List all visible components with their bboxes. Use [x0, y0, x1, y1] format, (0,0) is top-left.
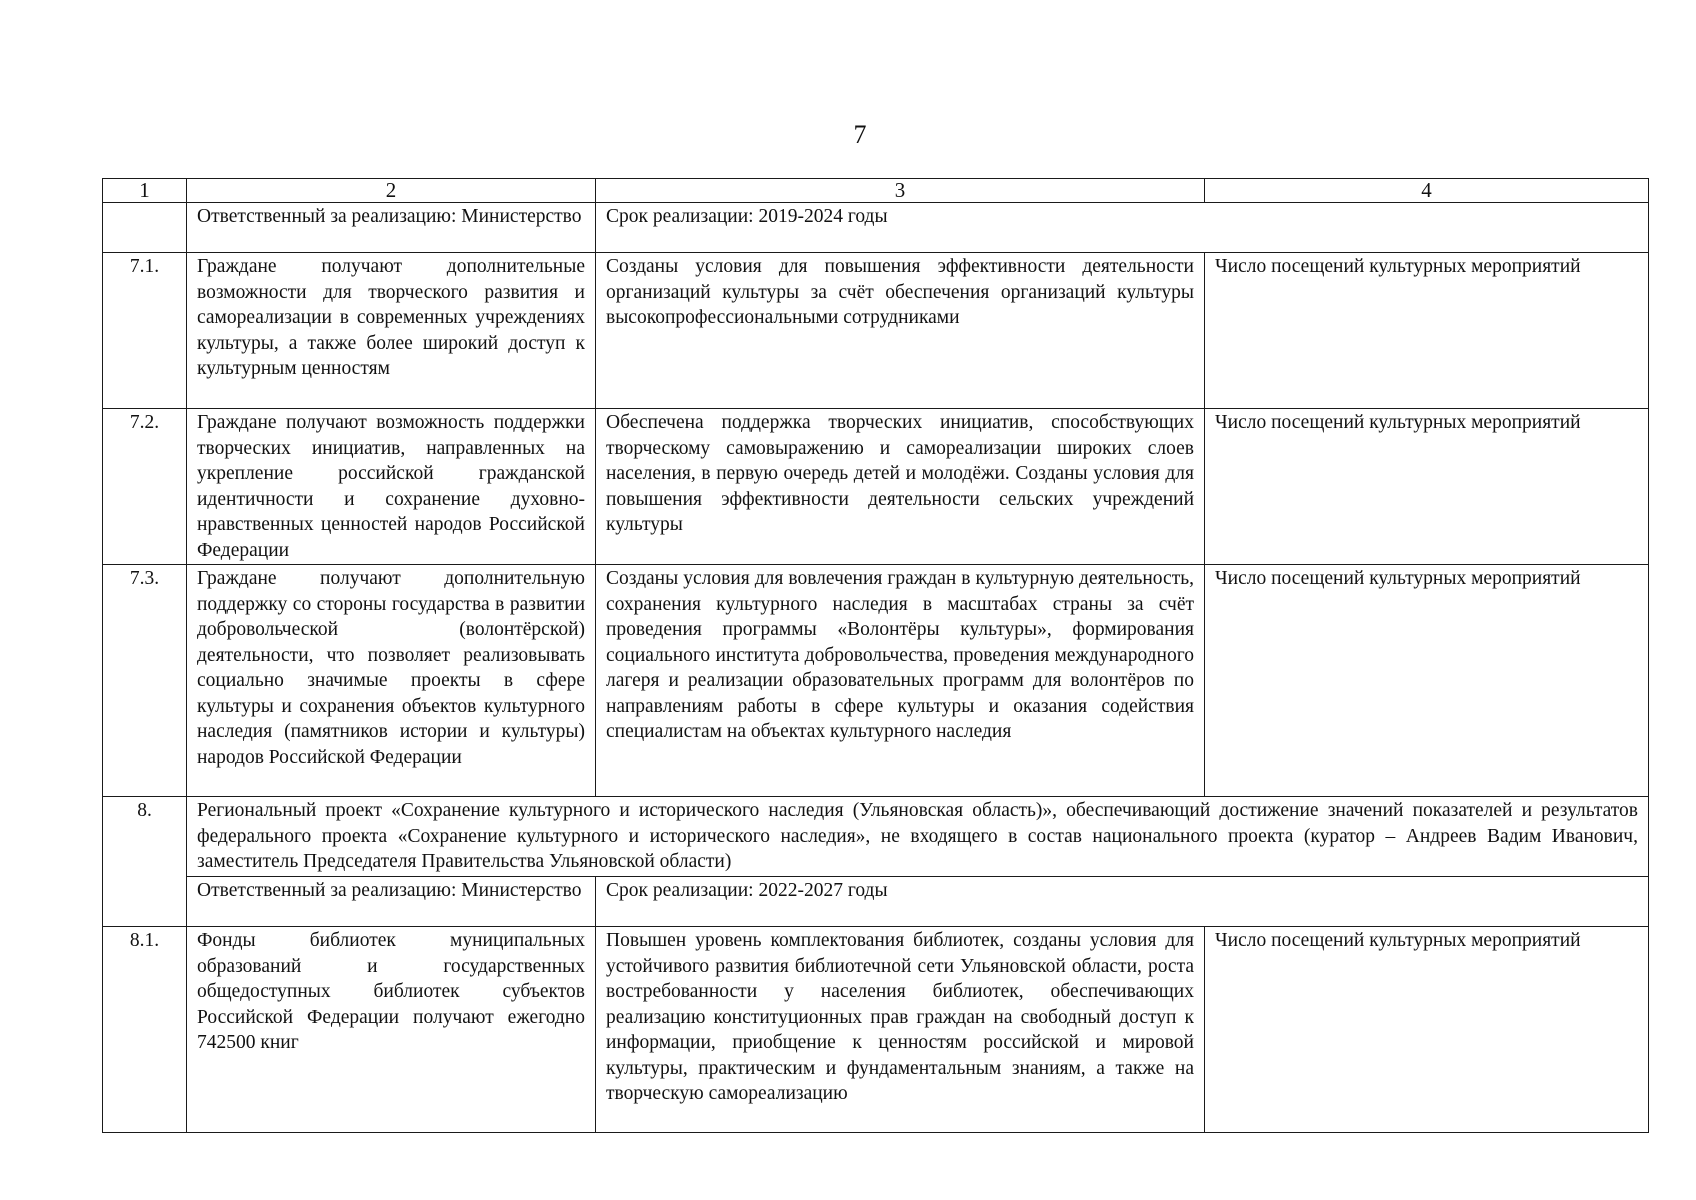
term-cell: Срок реализации: 2019-2024 годы — [596, 203, 1649, 253]
responsible-cell: Ответственный за реализацию: Министерство — [187, 877, 596, 927]
table-row-7-2 — [103, 409, 1649, 565]
description-cell: Обеспечена поддержка творческих инициатив, способствующих творческому самовыражению и самореализации широких слоев населения, в первую очередь детей и молодёжи. Созданы условия для повышения эффективности деятельности сельских учреждений культуры — [596, 409, 1205, 565]
header-cell-3: 3 — [596, 179, 1205, 203]
indicator-cell: Число посещений культурных мероприятий — [1205, 927, 1649, 1133]
table-row-8-1 — [103, 927, 1649, 1133]
responsible-row-7 — [103, 203, 1649, 253]
description-cell: Созданы условия для повышения эффективности деятельности организаций культуры за счёт обеспечения организаций культуры высокопрофессиональными сотрудниками — [596, 253, 1205, 409]
row-number: 7.1. — [103, 253, 187, 409]
row-number: 7.3. — [103, 565, 187, 797]
result-cell: Граждане получают возможность поддержки творческих инициатив, направленных на укрепление российской гражданской идентичности и сохранение духовно-нравственных ценностей народов Российской Федерации — [187, 409, 596, 565]
header-cell-4: 4 — [1205, 179, 1649, 203]
table-row-7-1 — [103, 253, 1649, 409]
result-cell: Граждане получают дополнительные возможности для творческого развития и самореализации в современных учреждениях культуры, а также более широкий доступ к культурным ценностям — [187, 253, 596, 409]
description-cell: Повышен уровень комплектования библиотек, созданы условия для устойчивого развития библиотечной сети Ульяновской области, роста востребованности у населения библиотек, обеспечивающих реализацию конституционных прав граждан на свободный доступ к информации, приобщение к ценностям российской и мировой культуры, практическим и фундаментальным знаниям, а также на творческую самореализацию — [596, 927, 1205, 1133]
row-number: 7.2. — [103, 409, 187, 565]
indicator-cell: Число посещений культурных мероприятий — [1205, 565, 1649, 797]
project-row-8 — [103, 797, 1649, 877]
table-row-7-3 — [103, 565, 1649, 797]
responsible-cell: Ответственный за реализацию: Министерство — [187, 203, 596, 253]
indicator-cell: Число посещений культурных мероприятий — [1205, 253, 1649, 409]
result-cell: Фонды библиотек муниципальных образований и государственных общедоступных библиотек субъектов Российской Федерации получают ежегодно 742500 книг — [187, 927, 596, 1133]
row-number: 8. — [103, 797, 187, 927]
indicator-cell: Число посещений культурных мероприятий — [1205, 409, 1649, 565]
projects-table — [102, 178, 1649, 1133]
table-header-row — [103, 179, 1649, 203]
page-number: 7 — [853, 120, 867, 149]
empty-num-cell — [103, 203, 187, 253]
row-number: 8.1. — [103, 927, 187, 1133]
result-cell: Граждане получают дополнительную поддержку со стороны государства в развитии добровольческой (волонтёрской) деятельности, что позволяет реализовывать социально значимые проекты в сфере культуры и сохранения объектов культурного наследия (памятников истории и культуры) народов Российской Федерации — [187, 565, 596, 797]
header-cell-1: 1 — [103, 179, 187, 203]
term-cell: Срок реализации: 2022-2027 годы — [596, 877, 1649, 927]
header-cell-2: 2 — [187, 179, 596, 203]
responsible-row-8 — [103, 877, 1649, 927]
description-cell: Созданы условия для вовлечения граждан в культурную деятельность, сохранения культурного наследия в масштабах страны за счёт проведения программы «Волонтёры культуры», формирования социального института добровольчества, проведения международного лагеря и реализации образовательных программ для волонтёров по направлениям работы в сфере культуры и оказания содействия специалистам на объектах культурного наследия — [596, 565, 1205, 797]
project-title-cell: Региональный проект «Сохранение культурного и исторического наследия (Ульяновская область)», обеспечивающий достижение значений показателей и результатов федерального проекта «Сохранение культурного и исторического наследия», не входящего в состав национального проекта (куратор – Андреев Вадим Иванович, заместитель Председателя Правительства Ульяновской области) — [187, 797, 1649, 877]
